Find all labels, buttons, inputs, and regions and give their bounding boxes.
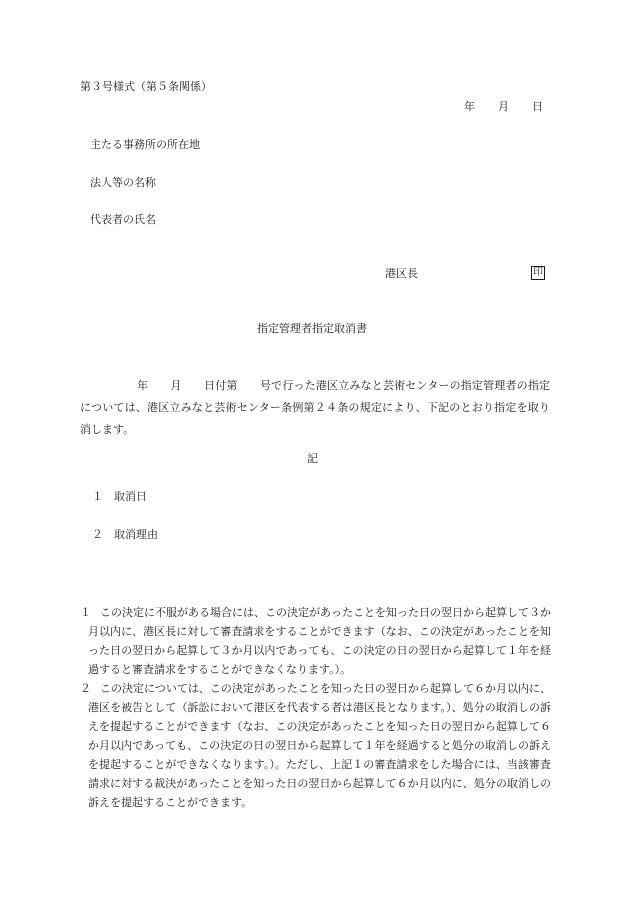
ki-label: 記 — [307, 452, 318, 465]
date-day: 日 — [532, 100, 543, 113]
note-number: ２ — [80, 682, 91, 695]
item-number: ２ — [92, 528, 103, 541]
item-label-cancellation-date: 取消日 — [114, 490, 147, 503]
item-label-cancellation-reason: 取消理由 — [114, 528, 158, 541]
issuer-title: 港区長 — [385, 267, 418, 280]
note-text: この決定に不服がある場合には、この決定があったことを知った日の翌日から起算して３か月以内に、港区長に対して審査請求をすることができます（なお、この決定があったことを知った日の翌日から起算して３か月以内であっても、この決定の日の翌日から起算して１年を経過すると審査請求をすることができなくなります。）。 — [88, 606, 551, 676]
note-text: この決定については、この決定があったことを知った日の翌日から起算して６か月以内に、港区を被告として（訴訟において港区を代表する者は港区長となります。）、処分の取消しの訴えを提起することができます（なお、この決定があったことを知った日の翌日から起算して６か月以内であっても、この決定の日の翌日から起算して１年を経過すると処分の取消しの訴えを提起することができなくなります。）。ただし、上記１の審査請求をした場合には、当該審査請求に対する裁決があったことを知った日の翌日から起算して６か月以内に、処分の取消しの訴えを提起することができます。 — [88, 682, 551, 809]
item-number: １ — [92, 490, 103, 503]
office-address-label: 主たる事務所の所在地 — [90, 138, 200, 151]
note-number: １ — [80, 606, 91, 619]
official-seal-box: 印 — [533, 267, 543, 278]
document-title: 指定管理者指定取消書 — [257, 322, 367, 335]
date-month: 月 — [498, 100, 509, 113]
corporation-name-label: 法人等の名称 — [90, 176, 156, 189]
form-label: 第３号様式（第５条関係） — [80, 80, 212, 93]
date-year: 年 — [464, 100, 475, 113]
representative-name-label: 代表者の氏名 — [90, 213, 156, 226]
body-paragraph: 年 月 日付第 号で行った港区立みなと芸術センターの指定管理者の指定については、港区立みなと芸術センター条例第２４条の規定により、下記のとおり指定を取り消します。 — [80, 379, 550, 436]
